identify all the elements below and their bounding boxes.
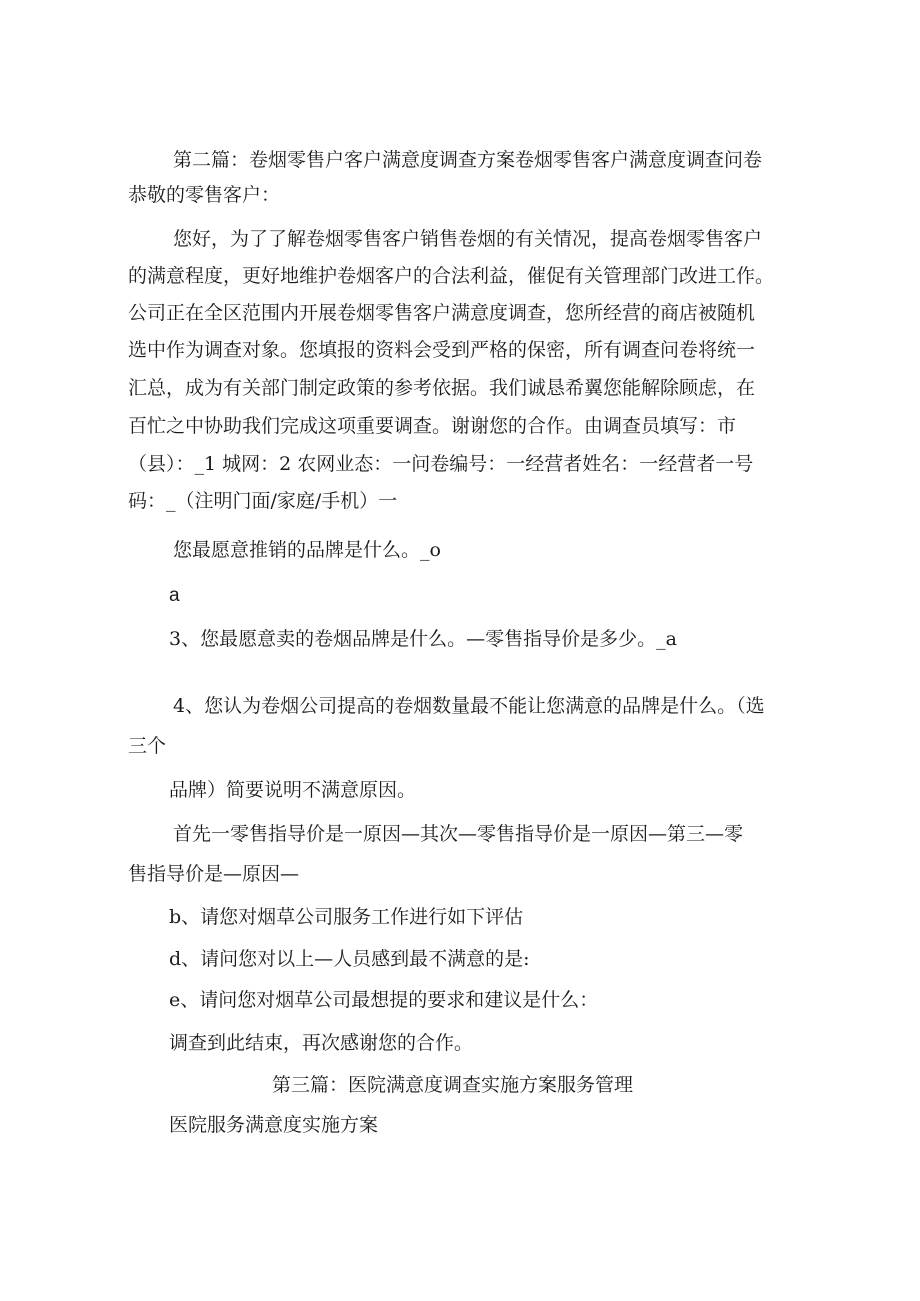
salutation: 恭敬的零售客户： — [128, 184, 281, 206]
closing-remark: 调查到此结束，再次感谢您的合作。 — [169, 1032, 474, 1054]
intro-line-4: 选中作为调查对象。您填报的资料会受到严格的保密，所有调查问卷将统一 — [128, 339, 756, 361]
question-4-line-3: 品牌）简要说明不满意原因。 — [169, 779, 417, 801]
item-b: b、请您对烟草公司服务工作进行如下评估 — [169, 906, 524, 928]
intro-line-6: 百忙之中协助我们完成这项重要调查。谢谢您的合作。由调查员填写：市 — [128, 415, 737, 437]
ranking-line-2: 售指导价是—原因— — [128, 863, 300, 885]
answer-marker-a: a — [169, 585, 180, 606]
item-e: e、请问您对烟草公司最想提的要求和建议是什么： — [169, 989, 599, 1011]
intro-line-3: 公司正在全区范围内开展卷烟零售客户满意度调查，您所经营的商店被随机 — [128, 302, 756, 324]
intro-line-5: 汇总，成为有关部门制定政策的参考依据。我们诚恳希翼您能解除顾虑，在 — [128, 377, 756, 399]
item-d: d、请问您对以上—人员感到最不满意的是: — [169, 948, 530, 970]
intro-line-8: 码：_（注明门面/家庭/手机）一 — [128, 490, 398, 512]
ranking-line-1: 首先一零售指导价是一原因—其次—零售指导价是一原因—第三—零 — [173, 823, 744, 845]
section-two-title: 第二篇：卷烟零售户客户满意度调查方案卷烟零售客户满意度调查问卷 — [173, 149, 763, 171]
question-4-line-1: 4、您认为卷烟公司提高的卷烟数量最不能让您满意的品牌是什么。（选 — [173, 695, 765, 717]
intro-line-7: （县）：_1 城网：2 农网业态：一问卷编号：一经营者姓名：一经营者一号 — [128, 453, 754, 475]
section-three-title: 第三篇：医院满意度调查实施方案服务管理 — [272, 1074, 634, 1096]
intro-line-1: 您好，为了了解卷烟零售客户销售卷烟的有关情况，提高卷烟零售客户 — [173, 228, 763, 250]
question-favorite-brand: 您最愿意推销的品牌是什么。_o — [173, 539, 441, 561]
hospital-plan-heading: 医院服务满意度实施方案 — [169, 1114, 379, 1136]
question-3: 3、您最愿意卖的卷烟品牌是什么。—零售指导价是多少。_a — [169, 628, 677, 650]
intro-line-2: 的满意程度，更好地维护卷烟客户的合法利益，催促有关管理部门改进工作。 — [128, 265, 775, 287]
question-4-line-2: 三个 — [128, 735, 167, 757]
